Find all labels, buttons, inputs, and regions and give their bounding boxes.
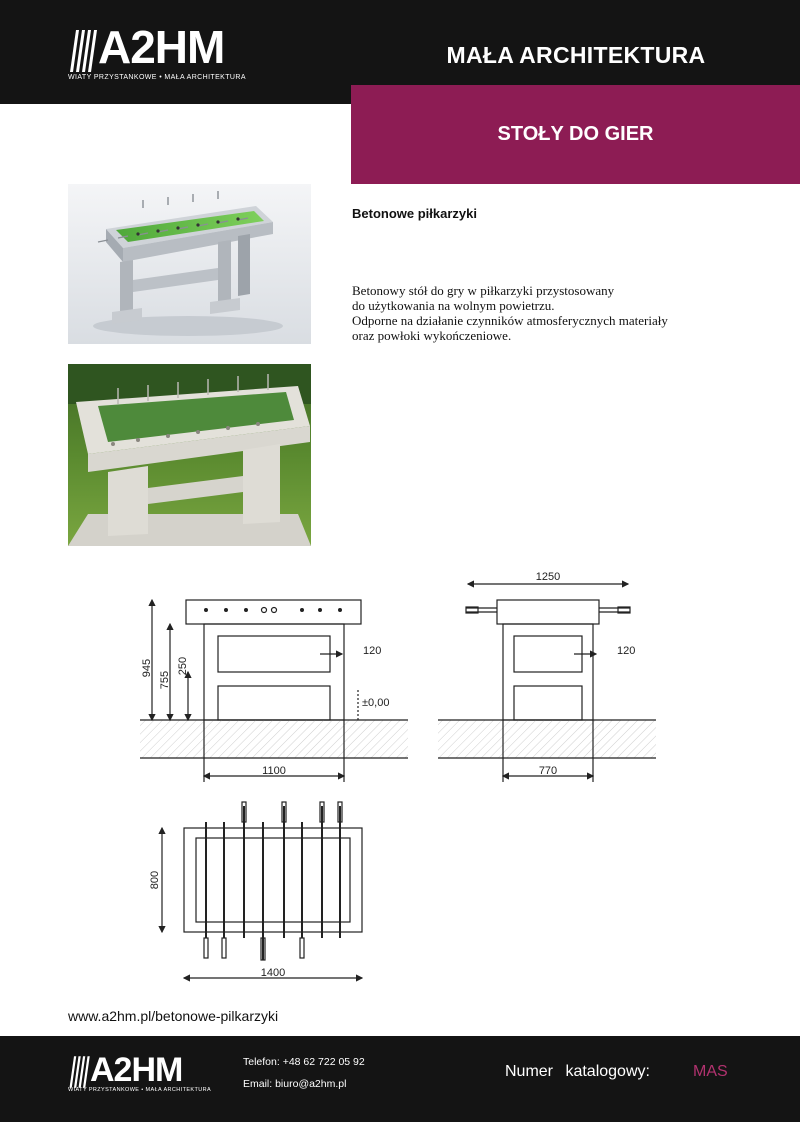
product-description bbox=[352, 283, 772, 343]
product-name: Betonowe piłkarzyki bbox=[352, 206, 477, 221]
dim-side-width: 770 bbox=[538, 765, 558, 777]
dim-side-panel: 120 bbox=[617, 645, 636, 657]
dim-front-height-body: 755 bbox=[159, 670, 171, 690]
footer-phone[interactable]: Telefon: +48 62 722 05 92 bbox=[243, 1056, 365, 1068]
brand-tagline: WIATY PRZYSTANKOWE • MAŁA ARCHITEKTURA bbox=[68, 74, 246, 81]
footer-brand-logo bbox=[68, 1051, 218, 1094]
catalog-code: MAS bbox=[693, 1063, 728, 1080]
front-view bbox=[140, 600, 408, 782]
footer-brand-name: A2HM bbox=[90, 1051, 183, 1089]
logo-stripes-icon bbox=[68, 1056, 92, 1088]
category-band bbox=[351, 85, 800, 184]
footer-brand-tagline: WIATY PRZYSTANKOWE • MAŁA ARCHITEKTURA bbox=[68, 1087, 212, 1093]
side-view bbox=[438, 584, 656, 782]
brand-logo bbox=[68, 21, 270, 86]
dim-side-width-rods: 1250 bbox=[535, 571, 561, 583]
header-title: MAŁA ARCHITEKTURA bbox=[446, 42, 706, 68]
footer-email[interactable]: Email: biuro@a2hm.pl bbox=[243, 1078, 347, 1090]
dim-front-height-total: 945 bbox=[141, 658, 153, 678]
dim-front-panel: 120 bbox=[363, 645, 382, 657]
description-line: do użytkowania na wolnym powietrzu. bbox=[352, 298, 555, 313]
catalog-label: Numer katalogowy: bbox=[505, 1063, 650, 1080]
product-render-image bbox=[68, 184, 311, 344]
description-line: Betonowy stół do gry w piłkarzyki przystosowany bbox=[352, 283, 615, 298]
page-footer bbox=[0, 1036, 800, 1122]
top-view bbox=[162, 802, 362, 978]
technical-drawing bbox=[0, 560, 800, 990]
dim-top-depth: 800 bbox=[149, 870, 161, 890]
product-url[interactable]: www.a2hm.pl/betonowe-pilkarzyki bbox=[68, 1008, 279, 1024]
dim-front-height-legs: 250 bbox=[177, 656, 189, 676]
brand-name: A2HM bbox=[98, 21, 225, 73]
category-title: STOŁY DO GIER bbox=[497, 123, 654, 145]
logo-stripes-icon bbox=[68, 30, 100, 72]
description-line: Odporne na działanie czynników atmosferycznych materiały bbox=[352, 313, 668, 328]
dim-top-length: 1400 bbox=[260, 967, 286, 979]
dim-front-width: 1100 bbox=[262, 765, 286, 777]
product-outdoor-photo bbox=[68, 364, 311, 546]
description-line: oraz powłoki wykończeniowe. bbox=[352, 328, 512, 343]
dim-ground-level: ±0,00 bbox=[362, 697, 390, 709]
